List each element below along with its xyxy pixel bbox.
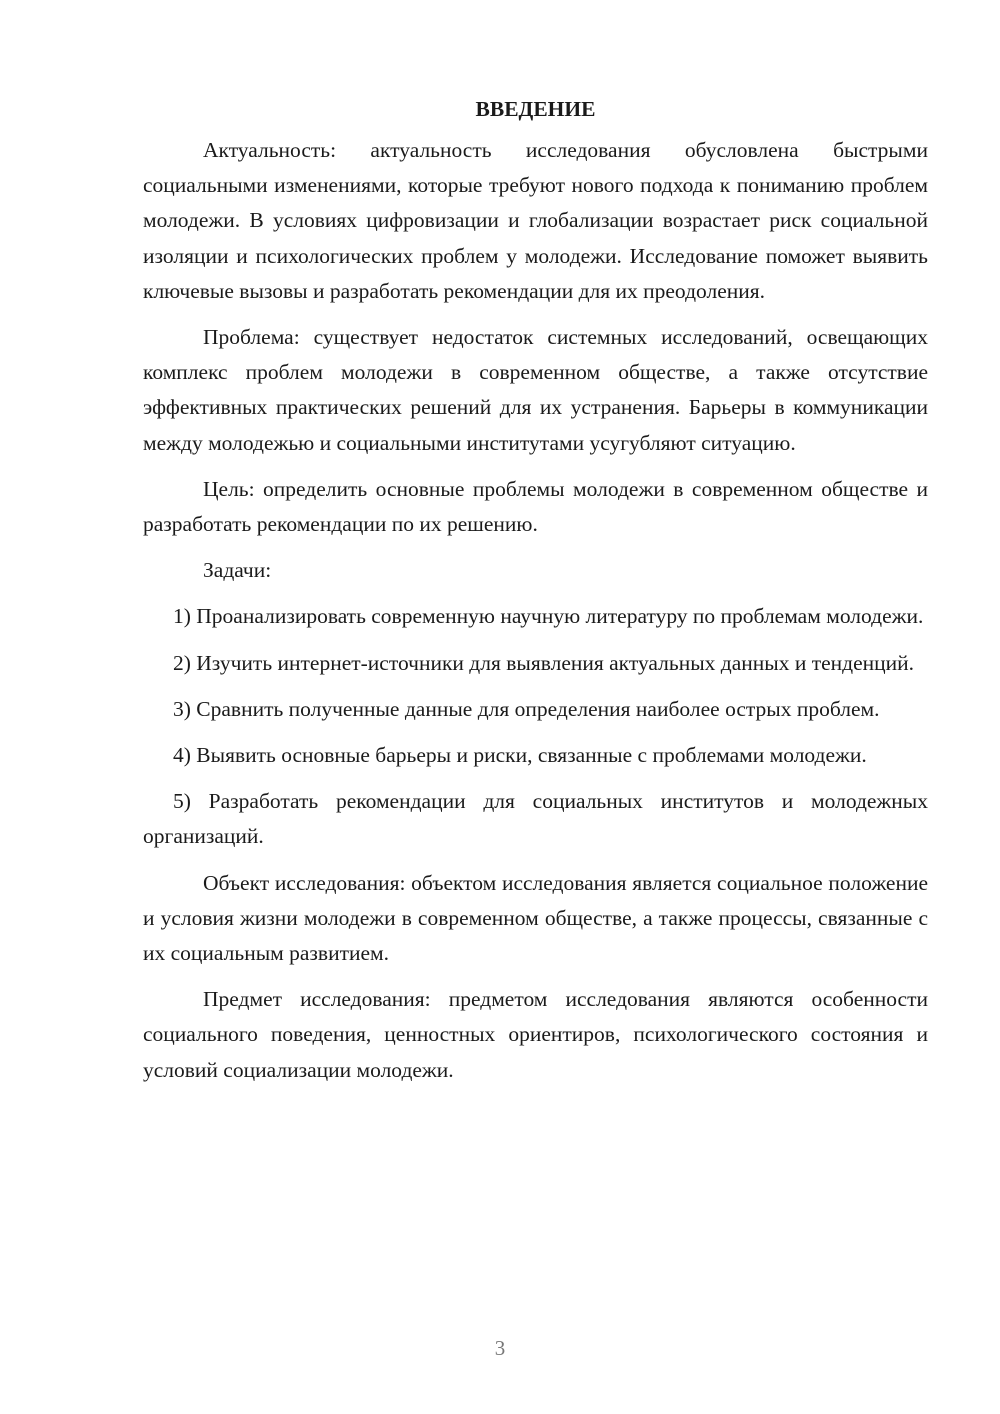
paragraph-object: Объект исследования: объектом исследования является социальное положение и условия жизни молодежи в современном обществе, а также процессы, связанные с их социальным развитием.: [143, 870, 928, 966]
page-content: [143, 92, 928, 1088]
page-title: ВВЕДЕНИЕ: [475, 97, 596, 121]
page-number: 3: [494, 1336, 506, 1360]
task-item-3: 3) Сравнить полученные данные для определения наиболее острых проблем.: [173, 696, 880, 721]
paragraph-problem: Проблема: существует недостаток системных исследований, освещающих комплекс проблем молодежи в современном обществе, а также отсутствие эффективных практических решений для их устранения. Барьеры в коммуникации между молодежью и социальными институтами усугубляют ситуацию.: [143, 325, 928, 455]
task-item-1: 1) Проанализировать современную научную литературу по проблемам молодежи.: [173, 604, 924, 629]
paragraph-subject: Предмет исследования: предметом исследования являются особенности социального поведения, ценностных ориентиров, психологического состояния и условий социализации молодежи.: [143, 987, 928, 1082]
paragraph-goal: Цель: определить основные проблемы молодежи в современном обществе и разработать рекомендации по их решению.: [143, 476, 928, 537]
tasks-heading: Задачи:: [203, 558, 272, 583]
task-item-2: 2) Изучить интернет-источники для выявления актуальных данных и тенденций.: [173, 650, 915, 675]
task-item-4: 4) Выявить основные барьеры и риски, связанные с проблемами молодежи.: [173, 743, 867, 768]
paragraph-relevance: Актуальность: актуальность исследования обусловлена быстрыми социальными изменениями, которые требуют нового подхода к пониманию проблем молодежи. В условиях цифровизации и глобализации возрастает риск социальной изоляции и психологических проблем у молодежи. Исследование поможет выявить ключевые вызовы и разработать рекомендации для их преодоления.: [143, 138, 928, 303]
task-item-5: 5) Разработать рекомендации для социальных институтов и молодежных организаций.: [143, 789, 928, 849]
